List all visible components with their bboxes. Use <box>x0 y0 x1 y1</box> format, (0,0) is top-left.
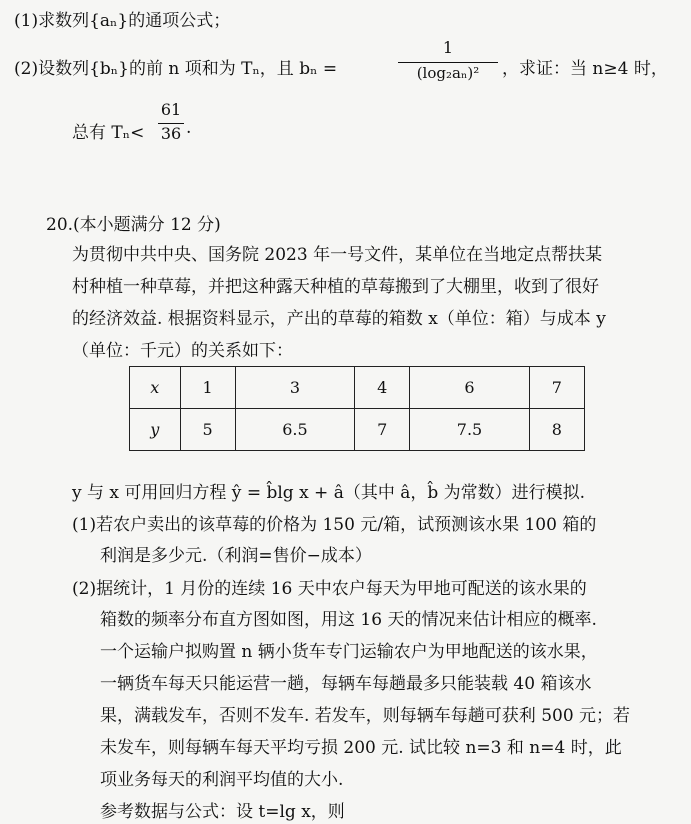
q20-part2-line: 一个运输户拟购置 n 辆小货车专门运输农户为甲地配送的该水果， <box>100 642 598 662</box>
table-header-y: y <box>130 409 181 451</box>
q19-part2-suffix: ，求证：当 n≥4 时， <box>502 59 668 79</box>
table-cell: 3 <box>235 367 354 409</box>
q19-fraction-numerator: 1 <box>442 38 454 57</box>
q19-fraction-bar <box>398 62 498 63</box>
q20-header: 20.(本小题满分 12 分) <box>46 215 221 235</box>
q20-intro-line: 村种植一种草莓，并把这种露天种植的草莓搬到了大棚里，收到了很好 <box>72 277 599 297</box>
table-cell: 1 <box>180 367 235 409</box>
q19-bound-numerator: 61 <box>160 100 182 119</box>
q20-intro-line: （单位：千元）的关系如下： <box>72 341 293 361</box>
q20-intro-line: 的经济效益. 根据资料显示，产出的草莓的箱数 x（单位：箱）与成本 y <box>72 309 606 329</box>
q20-part1-line: 利润是多少元.（利润=售价−成本） <box>100 546 372 566</box>
q20-intro-line: 为贯彻中共中央、国务院 2023 年一号文件，某单位在当地定点帮扶某 <box>72 245 603 265</box>
q20-part2-line: (2)据统计，1 月份的连续 16 天中农户每天为甲地可配送的该水果的 <box>72 579 587 599</box>
data-table <box>129 366 585 451</box>
q19-part1: (1)求数列{aₙ}的通项公式； <box>14 11 231 31</box>
q20-part2-line: 果，满载发车，否则不发车. 若发车，则每辆车每趟可获利 500 元；若 <box>100 706 631 726</box>
table-cell: 6.5 <box>235 409 354 451</box>
q20-part1-line: (1)若农户卖出的该草莓的价格为 150 元/箱，试预测该水果 100 箱的 <box>72 515 597 535</box>
q19-part2-prefix: (2)设数列{bₙ}的前 n 项和为 Tₙ，且 bₙ = <box>14 59 338 79</box>
q19-part3-prefix: 总有 Tₙ< <box>72 123 145 143</box>
q20-part2-line: 参考数据与公式：设 t=lg x，则 <box>100 802 345 822</box>
q20-model-statement: y 与 x 可用回归方程 ŷ = b̂lg x + â（其中 â，b̂ 为常数）进行模拟. <box>72 483 586 503</box>
table-cell: 4 <box>355 367 410 409</box>
q19-part3-suffix: . <box>186 118 192 138</box>
table-cell: 8 <box>529 409 584 451</box>
table-header-x: x <box>130 367 181 409</box>
q19-fraction-denominator: (log₂aₙ)² <box>416 64 480 82</box>
table-row-y <box>130 409 585 451</box>
table-cell: 5 <box>180 409 235 451</box>
table-row-x <box>130 367 585 409</box>
q20-part2-line: 未发车，则每辆车每天平均亏损 200 元. 试比较 n=3 和 n=4 时，此 <box>100 738 622 758</box>
table-cell: 7 <box>529 367 584 409</box>
q20-part2-line: 箱数的频率分布直方图如图，用这 16 天的情况来估计相应的概率. <box>100 610 597 630</box>
q20-part2-line: 项业务每天的利润平均值的大小. <box>100 770 344 790</box>
table-cell: 7 <box>355 409 410 451</box>
table-cell: 6 <box>410 367 529 409</box>
table-cell: 7.5 <box>410 409 529 451</box>
q20-part2-line: 一辆货车每天只能运营一趟，每辆车每趟最多只能装载 40 箱该水 <box>100 674 592 694</box>
q19-bound-denominator: 36 <box>160 124 182 143</box>
